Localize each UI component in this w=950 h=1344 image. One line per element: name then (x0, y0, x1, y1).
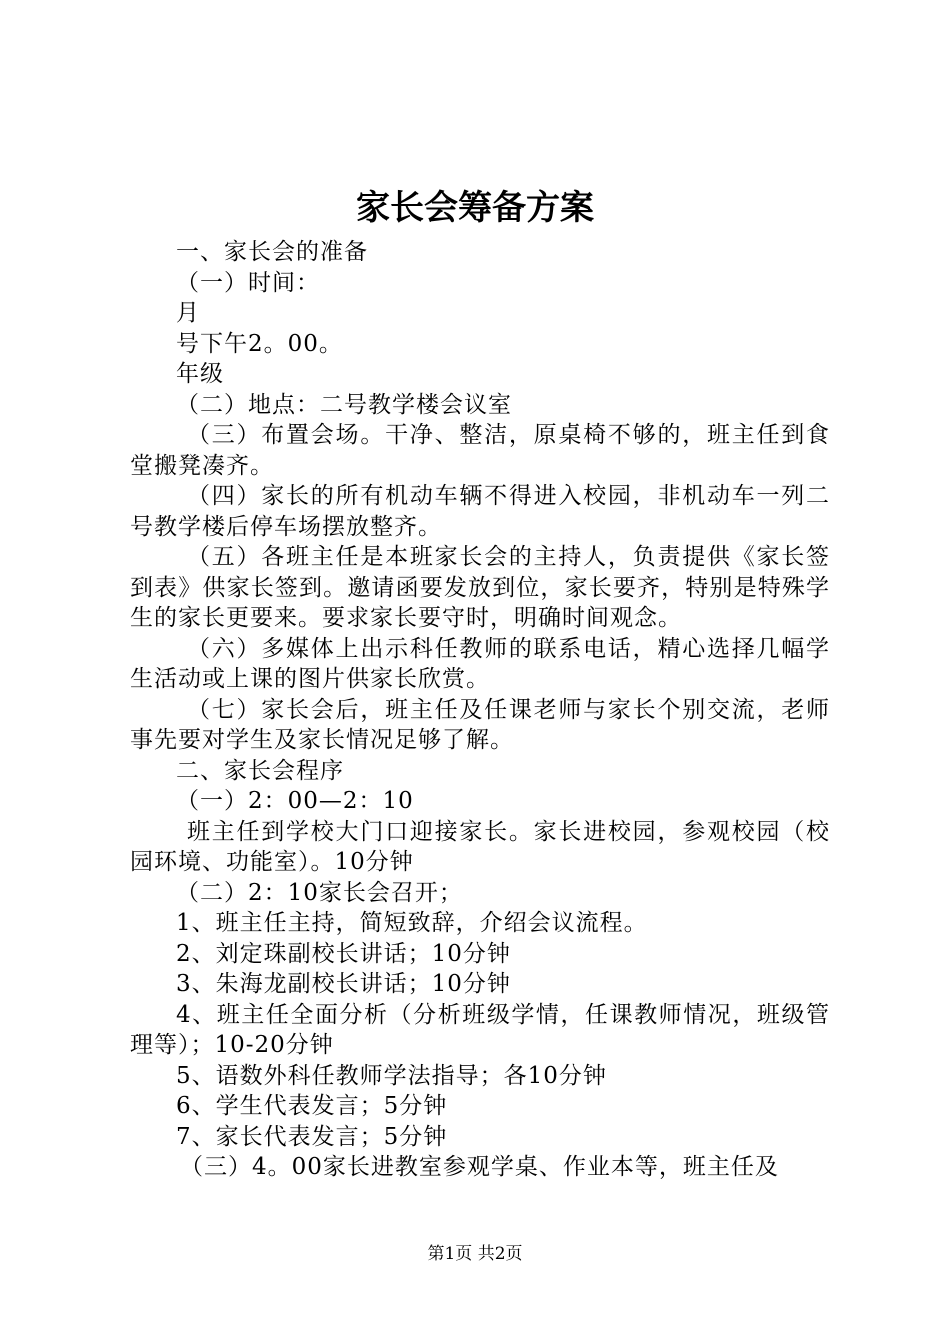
list-item: 4、班主任全面分析（分析班级学情，任课教师情况，班级管理等）；10-20分钟 (130, 1001, 830, 1058)
paragraph-step-one: （一）2：00—2：10 (176, 788, 414, 814)
section-heading-preparation: 一、家长会的准备 (176, 239, 368, 265)
section-heading-procedure: 二、家长会程序 (176, 757, 344, 784)
list-item: 1、班主任主持，简短致辞，介绍会议流程。 (176, 910, 648, 936)
paragraph-step-two: （二）2：10家长会召开； (176, 879, 463, 906)
paragraph-location: （二）地点：二号教学楼会议室 (176, 391, 512, 418)
paragraph-time: （一）时间： (176, 269, 320, 296)
paragraph-step-three: （三）4。00家长进教室参观学桌、作业本等，班主任及 (180, 1154, 779, 1180)
document-body (130, 237, 830, 1183)
paragraph-grade: 年级 (176, 361, 224, 387)
list-item: 6、学生代表发言；5分钟 (176, 1093, 448, 1119)
paragraph-venue: （三）布置会场。干净、整洁，原桌椅不够的，班主任到食堂搬凳凑齐。 (130, 422, 830, 479)
list-item: 5、语数外科任教师学法指导；各10分钟 (176, 1062, 607, 1089)
paragraph-host: （五）各班主任是本班家长会的主持人，负责提供《家长签到表》供家长签到。邀请函要发放到位，家长要齐，特别是特殊学生的家长更要来。要求家长要守时，明确时间观念。 (130, 544, 830, 631)
paragraph-multimedia: （六）多媒体上出示科任教师的联系电话，精心选择几幅学生活动或上课的图片供家长欣赏。 (130, 635, 830, 692)
list-item: 2、刘定珠副校长讲话；10分钟 (176, 940, 511, 967)
page-footer: 第1页 共2页 (427, 1244, 523, 1264)
list-item: 3、朱海龙副校长讲话；10分钟 (176, 971, 511, 997)
paragraph-welcome: 班主任到学校大门口迎接家长。家长进校园，参观校园（校园环境、功能室）。10分钟 (130, 818, 830, 875)
list-item: 7、家长代表发言；5分钟 (176, 1123, 448, 1150)
document-title: 家长会筹备方案 (356, 188, 594, 228)
paragraph-month: 月 (176, 300, 200, 326)
paragraph-day: 号下午2。00。 (176, 330, 343, 357)
paragraph-communication: （七）家长会后，班主任及任课老师与家长个别交流，老师事先要对学生及家长情况足够了解。 (130, 696, 830, 753)
paragraph-vehicles: （四）家长的所有机动车辆不得进入校园，非机动车一列二号教学楼后停车场摆放整齐。 (130, 483, 830, 540)
